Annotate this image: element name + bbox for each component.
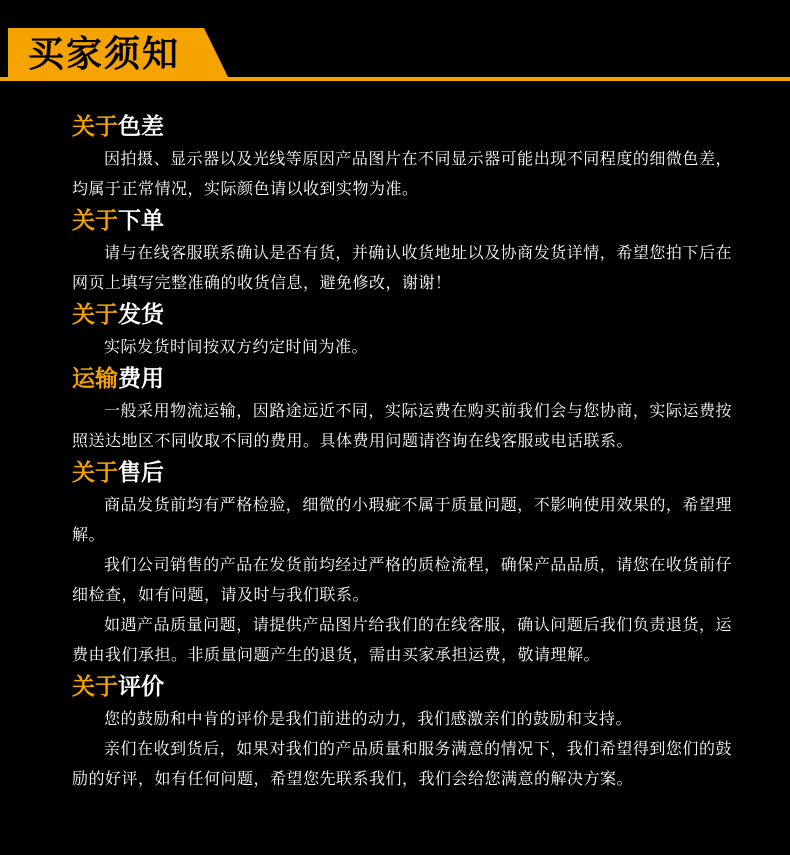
section-heading	[72, 298, 732, 332]
section-after-sales	[72, 456, 732, 670]
section-paragraph: 您的鼓励和中肯的评价是我们前进的动力，我们感激亲们的鼓励和支持。	[104, 709, 633, 728]
section-paragraph: 实际发货时间按双方约定时间为准。	[104, 337, 369, 356]
section-paragraph: 我们公司销售的产品在发货前均经过严格的质检流程，确保产品品质，请您在收货前仔细检查，如有问题，请及时与我们联系。	[72, 555, 732, 604]
section-heading	[72, 204, 732, 238]
heading-rest: 下单	[118, 208, 164, 234]
section-ordering	[72, 204, 732, 298]
heading-accent: 关于	[72, 674, 118, 700]
heading-accent: 关于	[72, 208, 118, 234]
section-shipping	[72, 298, 732, 362]
heading-rest: 费用	[118, 366, 164, 392]
section-paragraph: 商品发货前均有严格检验，细微的小瑕疵不属于质量问题，不影响使用效果的，希望理解。	[72, 495, 732, 544]
banner	[0, 0, 790, 90]
section-reviews	[72, 670, 732, 794]
section-paragraph: 如遇产品质量问题，请提供产品图片给我们的在线客服，确认问题后我们负责退货，运费由我们承担。非质量问题产生的退货，需由买家承担运费，敬请理解。	[72, 615, 732, 664]
section-heading	[72, 456, 732, 490]
heading-accent: 关于	[72, 302, 118, 328]
heading-accent: 关于	[72, 460, 118, 486]
section-heading	[72, 362, 732, 396]
heading-rest: 色差	[118, 114, 164, 140]
section-heading	[72, 110, 732, 144]
section-paragraph: 亲们在收到货后，如果对我们的产品质量和服务满意的情况下，我们希望得到您们的鼓励的好评，如有任何问题，希望您先联系我们，我们会给您满意的解决方案。	[72, 739, 732, 788]
section-paragraph: 因拍摄、显示器以及光线等原因产品图片在不同显示器可能出现不同程度的细微色差，均属于正常情况，实际颜色请以收到实物为准。	[72, 149, 732, 198]
section-freight-cost	[72, 362, 732, 456]
heading-rest: 发货	[118, 302, 164, 328]
heading-accent: 关于	[72, 114, 118, 140]
section-paragraph: 请与在线客服联系确认是否有货，并确认收货地址以及协商发货详情，希望您拍下后在网页上填写完整准确的收货信息，避免修改，谢谢！	[72, 243, 732, 292]
section-color-difference	[72, 110, 732, 204]
heading-rest: 售后	[118, 460, 164, 486]
notice-content	[72, 110, 732, 794]
page-title: 买家须知	[28, 34, 181, 75]
section-paragraph: 一般采用物流运输，因路途远近不同，实际运费在购买前我们会与您协商，实际运费按照送达地区不同收取不同的费用。具体费用问题请咨询在线客服或电话联系。	[72, 401, 732, 450]
section-heading	[72, 670, 732, 704]
heading-rest: 评价	[118, 674, 164, 700]
heading-accent: 运输	[72, 366, 118, 392]
